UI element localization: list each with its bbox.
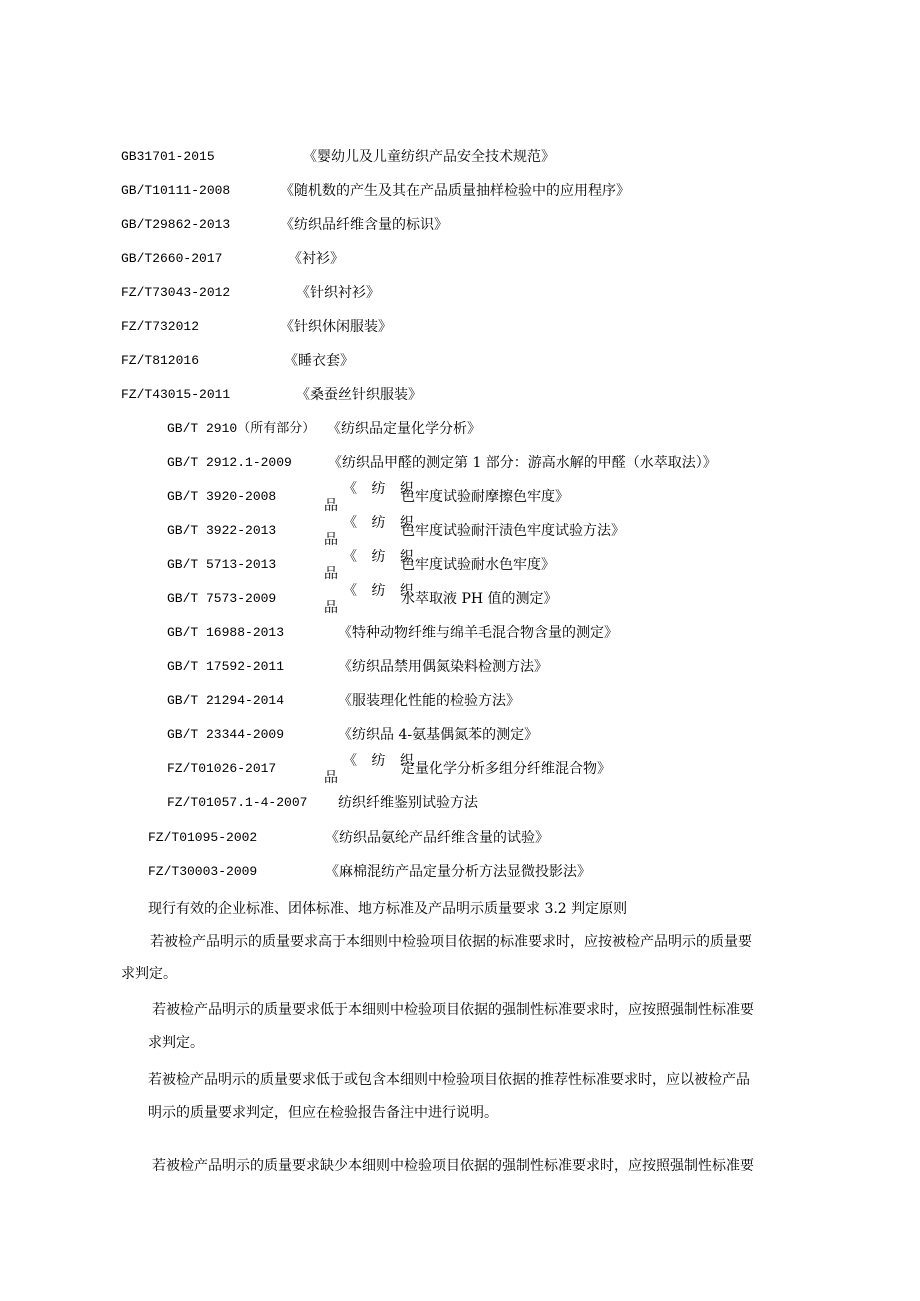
standard-title: 纺织纤维鉴别试验方法: [338, 795, 478, 811]
standard-title: 《衬衫》: [288, 251, 344, 267]
standard-title: 《纺织品 4-氨基偶氮苯的测定》: [338, 727, 539, 743]
standard-code: GB31701-2015: [121, 149, 215, 164]
standard-code: GB/T 16988-2013: [167, 625, 285, 640]
standard-title: 色牢度试验耐摩擦色牢度》: [401, 489, 569, 505]
standard-title: 定量化学分析多组分纤维混合物》: [401, 761, 611, 777]
standard-code: FZ/T73043-2012: [121, 285, 231, 300]
standard-title: 《纺织品定量化学分析》: [327, 421, 481, 437]
standard-title: 《麻棉混纺产品定量分析方法显微投影法》: [325, 864, 591, 880]
paragraph-line: 若被检产品明示的质量要求高于本细则中检验项目依据的标准要求时，应按被检产品明示的质量要: [150, 934, 752, 950]
standard-code: GB/T 5713-2013: [167, 557, 277, 572]
standard-title: 《随机数的产生及其在产品质量抽样检验中的应用程序》: [280, 183, 630, 199]
standard-title: 水萃取液 PH 值的测定》: [401, 591, 558, 607]
standard-title-fragment: 品: [324, 532, 338, 548]
standard-title-fragment: 品: [324, 600, 338, 616]
standard-code: GB/T10111-2008: [121, 183, 231, 198]
standard-code: GB/T 2910（所有部分）: [167, 421, 316, 436]
standard-code: GB/T 23344-2009: [167, 727, 285, 742]
paragraph-line: 求判定。: [121, 966, 177, 982]
standard-code: FZ/T30003-2009: [148, 864, 258, 879]
paragraph-line: 若被检产品明示的质量要求低于本细则中检验项目依据的强制性标准要求时，应按照强制性标准要: [152, 1002, 754, 1018]
standard-title-fragment: 品: [324, 566, 338, 582]
standard-title-fragment: 《 纺 织: [343, 583, 419, 599]
standard-code: GB/T29862-2013: [121, 217, 231, 232]
standard-title-fragment: 品: [324, 498, 338, 514]
standard-code: GB/T 7573-2009: [167, 591, 277, 606]
standard-title: 色牢度试验耐汗渍色牢度试验方法》: [401, 523, 625, 539]
standard-code: GB/T 21294-2014: [167, 693, 285, 708]
standard-code: FZ/T732012: [121, 319, 200, 334]
standard-title-fragment: 《 纺 织: [343, 753, 419, 769]
standard-title: 色牢度试验耐水色牢度》: [401, 557, 555, 573]
standard-title-fragment: 《 纺 织: [343, 515, 419, 531]
standard-code: GB/T 3920-2008: [167, 489, 277, 504]
standard-title: 《婴幼儿及儿童纺织产品安全技术规范》: [303, 149, 555, 165]
standard-code: FZ/T01057.1-4-2007: [167, 795, 308, 810]
standard-title: 《服装理化性能的检验方法》: [338, 693, 520, 709]
standard-code: FZ/T43015-2011: [121, 387, 231, 402]
standard-title-fragment: 品: [324, 770, 338, 786]
standard-title: 《针织衬衫》: [296, 285, 380, 301]
standard-code: GB/T 17592-2011: [167, 659, 285, 674]
standard-title: 《特种动物纤维与绵羊毛混合物含量的测定》: [338, 625, 618, 641]
standard-code: GB/T 3922-2013: [167, 523, 277, 538]
standard-title: 《纺织品氨纶产品纤维含量的试验》: [325, 830, 549, 846]
standard-code: FZ/T01026-2017: [167, 761, 277, 776]
paragraph-line: 现行有效的企业标准、团体标准、地方标准及产品明示质量要求 3.2 判定原则: [148, 901, 628, 917]
standard-code: GB/T2660-2017: [121, 251, 223, 266]
paragraph-line: 求判定。: [148, 1035, 204, 1051]
paragraph-line: 若被检产品明示的质量要求低于或包含本细则中检验项目依据的推荐性标准要求时，应以被检产品: [148, 1072, 750, 1088]
standard-title: 《睡衣套》: [284, 353, 354, 369]
standard-title-fragment: 《 纺 织: [343, 549, 419, 565]
paragraph-line: 明示的质量要求判定，但应在检验报告备注中进行说明。: [148, 1105, 498, 1121]
standard-title: 《针织休闲服装》: [280, 319, 392, 335]
standard-title: 《纺织品纤维含量的标识》: [280, 217, 448, 233]
standard-code: FZ/T01095-2002: [148, 830, 258, 845]
standard-code: FZ/T812016: [121, 353, 200, 368]
standard-code: GB/T 2912.1-2009: [167, 455, 292, 470]
standard-title-fragment: 《 纺 织: [343, 481, 419, 497]
standard-title: 《桑蚕丝针织服装》: [296, 387, 422, 403]
paragraph-line: 若被检产品明示的质量要求缺少本细则中检验项目依据的强制性标准要求时，应按照强制性标准要: [152, 1158, 754, 1174]
standard-title: 《纺织品甲醛的测定第 1 部分：游高水解的甲醛（水萃取法）》: [328, 455, 717, 471]
standard-title: 《纺织品禁用偶氮染料检测方法》: [338, 659, 548, 675]
